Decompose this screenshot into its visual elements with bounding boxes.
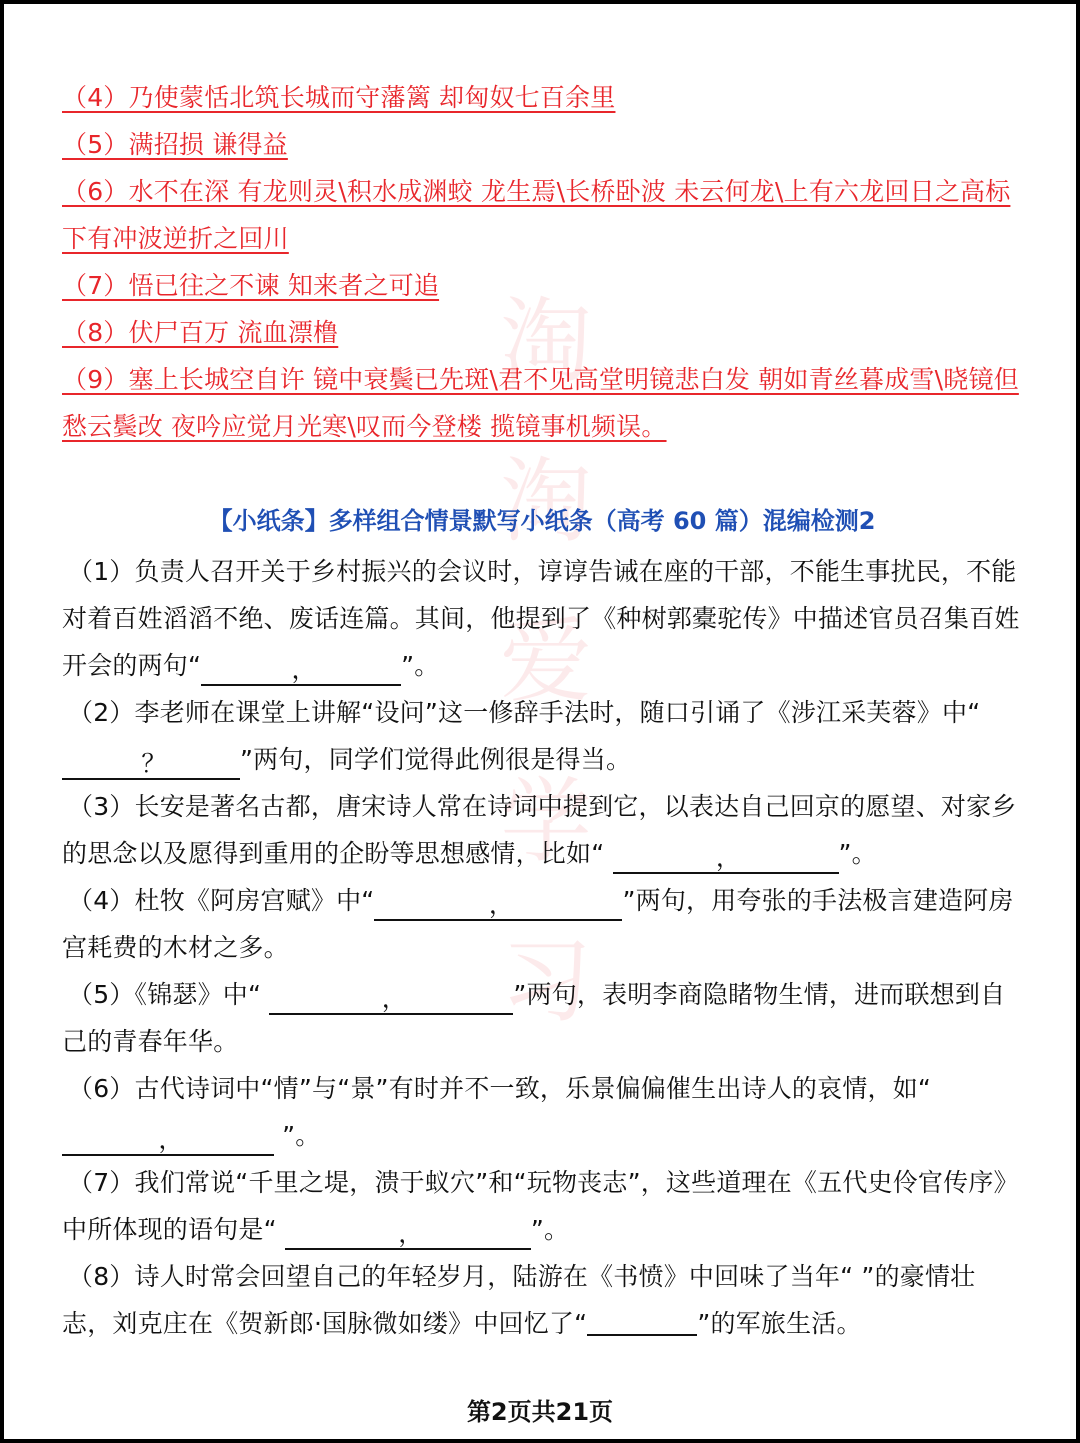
document-body (62, 74, 1022, 1347)
question-6 (62, 1065, 1022, 1159)
answer-line-5: （5）满招损 谦得益 (62, 130, 288, 159)
question-text: （2）李老师在课堂上讲解“设问”这一修辞手法时，随口引诵了《涉江采芙蓉》中“ (68, 698, 981, 727)
question-text: （4）杜牧《阿房宫赋》中“ (68, 886, 375, 915)
question-2 (62, 689, 1022, 783)
question-5 (62, 971, 1022, 1065)
question-text: ”两句，用夸张的手法极言建造阿房宫耗费的木材之多。 (62, 886, 1014, 962)
question-text: （6）古代诗词中“情”与“景”有时并不一致，乐景偏偏催生出诗人的哀情，如“ (68, 1074, 932, 1103)
answer-line-8: （8）伏尸百万 流血漂橹 (62, 318, 339, 347)
answer-blank[interactable]: ， (613, 844, 839, 874)
question-text: ”。 (838, 839, 877, 868)
question-text: ”。 (530, 1215, 570, 1244)
watermark-char: 爱 (499, 608, 592, 715)
answer-blank[interactable]: ， (374, 891, 622, 921)
question-text: （3）长安是著名古都，唐宋诗人常在诗词中提到它，以表达自己回京的愿望、对家乡的思念以及愿得到重用的企盼等思想感情，比如“ (62, 792, 1017, 868)
answer-line-9: （9）塞上长城空自许 镜中衰鬓已先斑\君不见高堂明镜悲白发 朝如青丝暮成雪\晓镜但愁云鬓改 夜吟应觉月光寒\叹而今登楼 揽镜事机频误。 (62, 365, 1019, 441)
answer-blank[interactable]: ， (201, 656, 401, 686)
watermark-char: 淘 (499, 448, 592, 555)
question-text: （7）我们常说“千里之堤，溃于蚁穴”和“玩物丧志”，这些道理在《五代史伶官传序》中所体现的语句是“ (62, 1168, 1019, 1244)
answer-blank[interactable]: ？ (62, 750, 240, 780)
question-text: ”。 (274, 1121, 321, 1150)
question-text: ”的军旅生活。 (697, 1309, 862, 1338)
answer-line-4: （4）乃使蒙恬北筑长城而守藩篱 却匈奴七百余里 (62, 83, 616, 112)
question-text: ”的豪情壮志，刘克庄在《贺新郎·国脉微如缕》中回忆了“ (62, 1262, 976, 1338)
question-text: （5）《锦瑟》中“ (68, 980, 270, 1009)
question-text: ”两句，同学们觉得此例很是得当。 (240, 745, 632, 774)
watermark-char: 习 (499, 928, 592, 1035)
answer-blank[interactable]: ， (269, 985, 513, 1015)
question-text: ”两句，表明李商隐睹物生情，进而联想到自己的青春年华。 (62, 980, 1006, 1056)
question-text: ”。 (401, 651, 440, 680)
watermark-char: 学 (499, 768, 592, 875)
answer-blank[interactable]: ， (62, 1126, 274, 1156)
question-4 (62, 877, 1022, 971)
answer-line-7: （7）悟已往之不谏 知来者之可追 (62, 271, 440, 300)
answer-blank[interactable]: ， (285, 1220, 531, 1250)
watermark-char: 淘 (499, 288, 592, 395)
question-text: （1）负责人召开关于乡村振兴的会议时，谆谆告诫在座的干部，不能生事扰民，不能对着百姓滔滔不绝、废话连篇。其间，他提到了《种树郭橐驼传》中描述官员召集百姓开会的两句“ (62, 557, 1020, 680)
question-text: （8）诗人时常会回望自己的年轻岁月，陆游在《书愤》中回味了当年“ (68, 1262, 854, 1291)
answer-line-6: （6）水不在深 有龙则灵\积水成渊蛟 龙生焉\长桥卧波 未云何龙\上有六龙回日之高标 下有冲波逆折之回川 (62, 177, 1011, 253)
question-7 (62, 1159, 1022, 1253)
question-1 (62, 548, 1022, 689)
page-number: 第2页共21页 (466, 1398, 614, 1426)
section-title: 【小纸条】多样组合情景默写小纸条（高考 60 篇）混编检测2 (208, 507, 876, 535)
question-3 (62, 783, 1022, 877)
question-8 (62, 1253, 1022, 1347)
answer-blank[interactable] (587, 1306, 697, 1336)
